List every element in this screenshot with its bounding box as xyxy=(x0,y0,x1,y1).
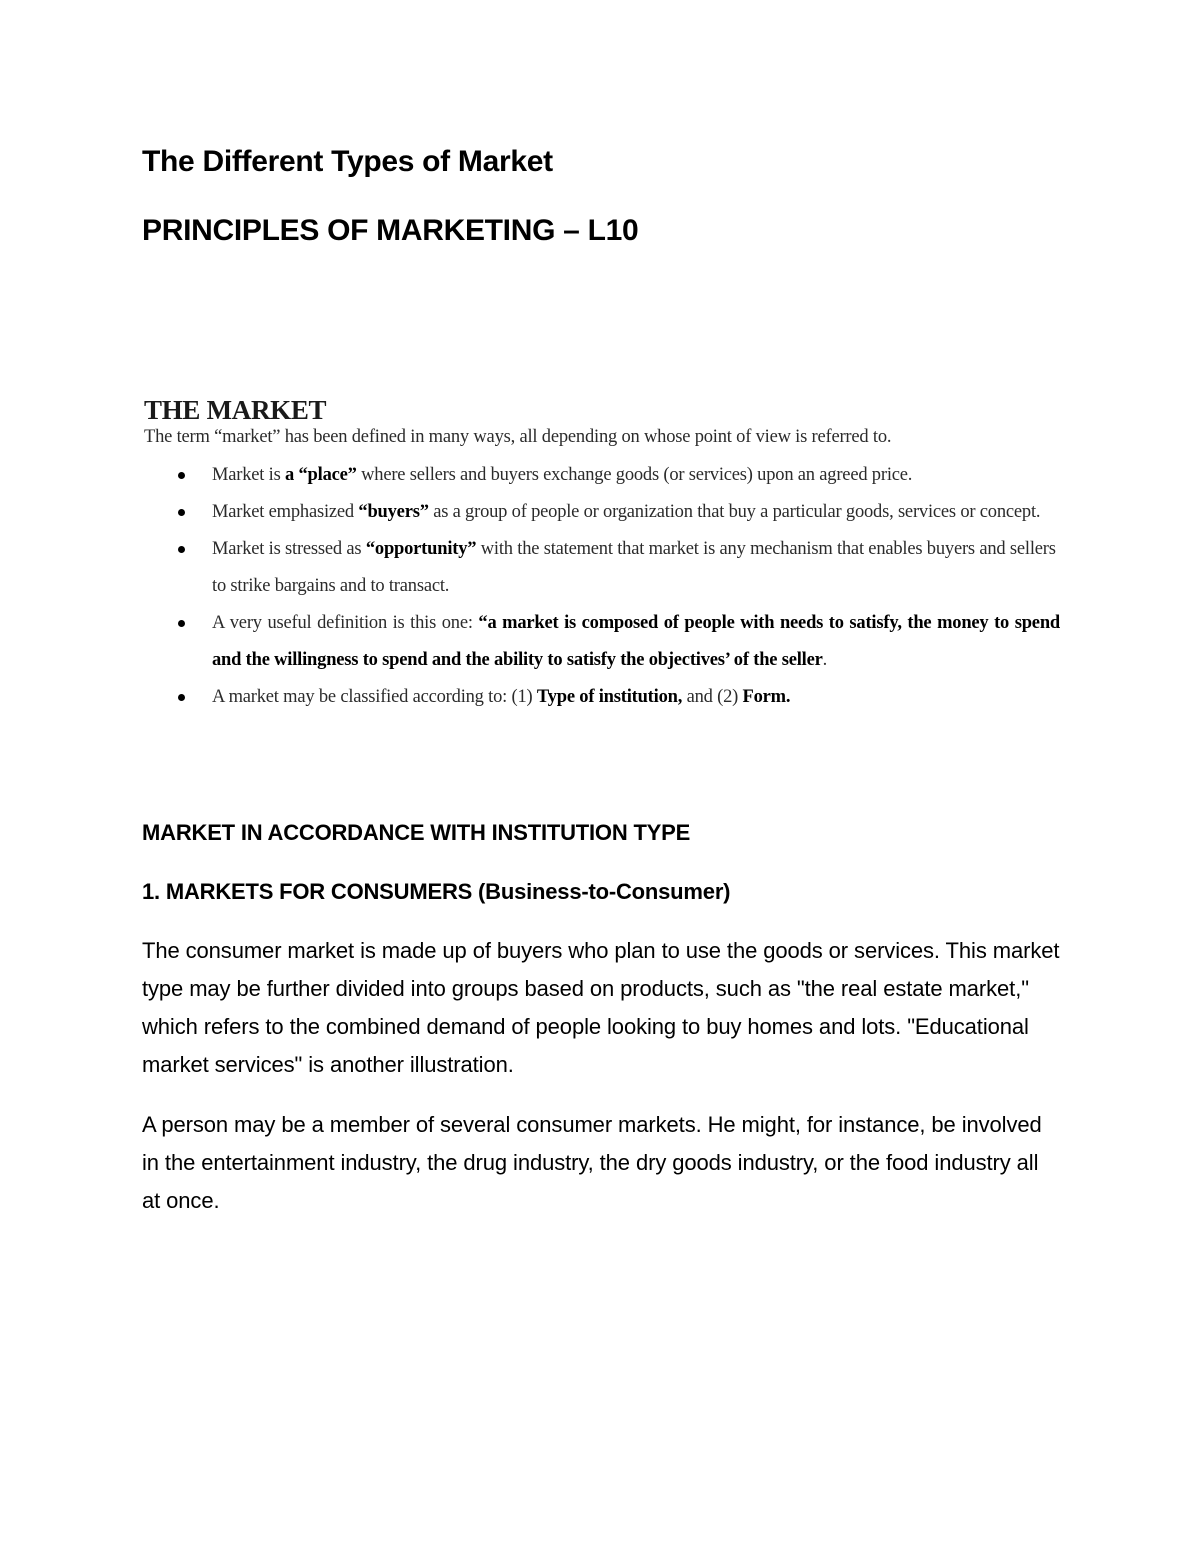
item-emphasis: “a market is composed of people with needs to satisfy, the money to spend and the willingness to spend and the ability to satisfy the objectives’ of the seller xyxy=(212,613,1060,670)
item-emphasis: Form. xyxy=(742,687,791,707)
excerpt-intro: The term “market” has been defined in many ways, all depending on whose point of view is referred to. xyxy=(144,427,892,447)
item-text: where sellers and buyers exchange goods (or services) upon an agreed price. xyxy=(356,465,913,485)
list-item xyxy=(144,605,1060,679)
excerpt-heading: THE MARKET xyxy=(144,395,327,425)
item-text: . xyxy=(822,650,828,670)
item-text: as a group of people or organization that buy a particular goods, services or concept. xyxy=(428,502,1041,522)
section-heading-consumer-markets: 1. MARKETS FOR CONSUMERS (Business-to-Consumer) xyxy=(142,879,731,904)
list-item xyxy=(144,457,1060,494)
document-subtitle: PRINCIPLES OF MARKETING – L10 xyxy=(142,214,639,247)
body-paragraph: The consumer market is made up of buyers who plan to use the goods or services. This market type may be further divided into groups based on products, such as "the real estate market," which refers to the combined demand of people looking to buy homes and lots. "Educational market services" is another illustration. xyxy=(142,938,1060,1077)
market-definition-excerpt xyxy=(144,395,1060,716)
item-emphasis: “opportunity” xyxy=(365,539,477,559)
bullet-icon xyxy=(178,472,185,479)
item-emphasis: a “place” xyxy=(285,465,357,485)
item-text: Market is stressed as xyxy=(212,539,366,559)
list-item xyxy=(144,531,1060,605)
item-text: Market is xyxy=(212,465,286,485)
list-item xyxy=(144,679,1060,716)
list-item xyxy=(144,494,1060,531)
definition-list xyxy=(144,457,1060,716)
section-heading-institution-type: MARKET IN ACCORDANCE WITH INSTITUTION TYPE xyxy=(142,820,691,845)
item-text: with the statement that market is any mechanism that enables buyers and sellers to strike bargains and to transact. xyxy=(212,539,1056,596)
item-emphasis: “buyers” xyxy=(358,502,429,522)
bullet-icon xyxy=(178,694,185,701)
body-paragraph: A person may be a member of several consumer markets. He might, for instance, be involved in the entertainment industry, the drug industry, the dry goods industry, or the food industry all at once. xyxy=(142,1112,1042,1213)
document-title: The Different Types of Market xyxy=(142,145,553,178)
item-text: and (2) xyxy=(682,687,743,707)
item-text: Market emphasized xyxy=(212,502,359,522)
item-emphasis: Type of institution, xyxy=(536,687,683,707)
bullet-icon xyxy=(178,509,185,516)
bullet-icon xyxy=(178,546,185,553)
bullet-icon xyxy=(178,620,185,627)
item-text: A market may be classified according to: (1) xyxy=(212,687,537,707)
item-text: A very useful definition is this one: xyxy=(212,613,479,633)
